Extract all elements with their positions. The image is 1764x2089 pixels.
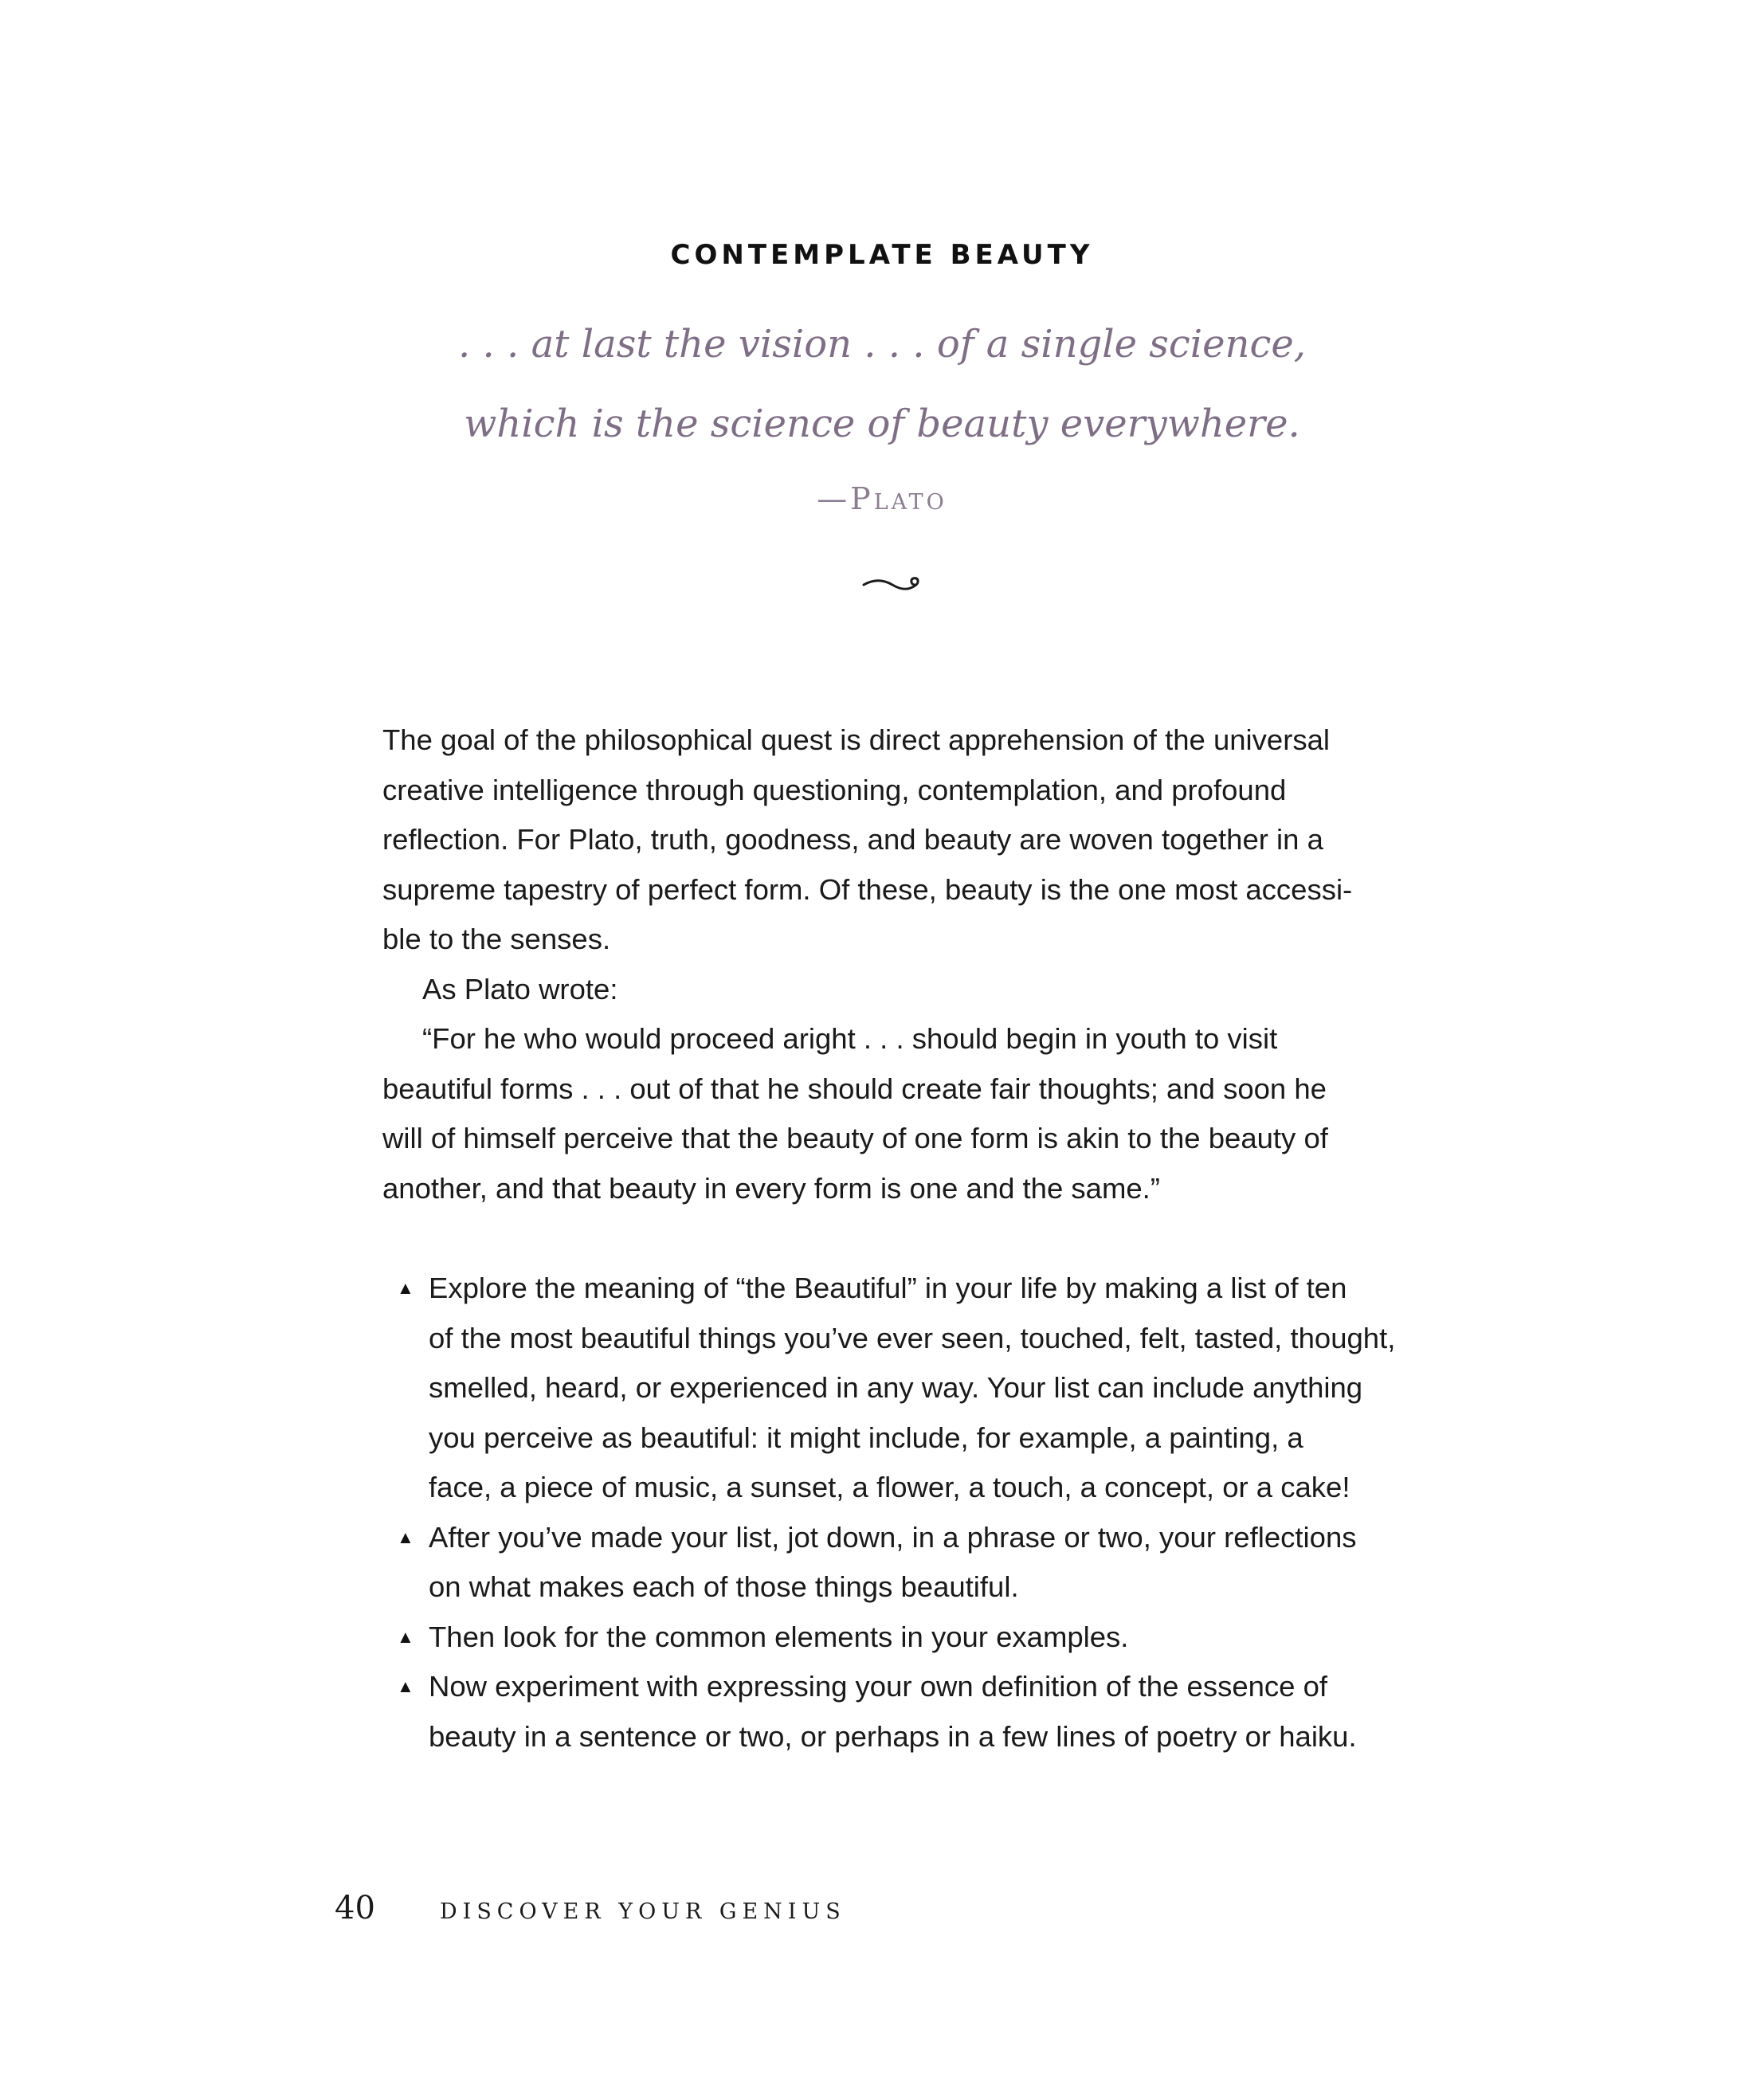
text-line: The goal of the philosophical quest is direct apprehension of the universal xyxy=(382,723,1331,756)
text-line: of the most beautiful things you’ve ever seen, touched, felt, tasted, thought, xyxy=(429,1321,1396,1354)
text-line: on what makes each of those things beautiful. xyxy=(429,1570,1019,1603)
epigraph-quote xyxy=(0,304,1764,464)
triangle-bullet-icon: ▲ xyxy=(397,1626,414,1647)
triangle-bullet-icon: ▲ xyxy=(397,1278,414,1298)
epigraph-line: . . . at last the vision . . . of a single science, xyxy=(458,322,1306,366)
text-line: After you’ve made your list, jot down, in a phrase or two, your reflections xyxy=(429,1520,1357,1554)
body-text xyxy=(382,715,1386,1213)
triangle-bullet-icon: ▲ xyxy=(397,1527,414,1547)
exercise-list xyxy=(382,1264,1402,1762)
text-line: face, a piece of music, a sunset, a flower, a touch, a concept, or a cake! xyxy=(429,1471,1350,1503)
text-line: reflection. For Plato, truth, goodness, and beauty are woven together in a xyxy=(382,823,1323,856)
text-line: you perceive as beautiful: it might include, for example, a painting, a xyxy=(429,1421,1303,1454)
paragraph xyxy=(382,715,1386,965)
text-line: Then look for the common elements in your examples. xyxy=(429,1620,1129,1653)
epigraph-attribution: —Plato xyxy=(817,481,947,516)
quoted-paragraph xyxy=(382,1014,1386,1213)
list-item xyxy=(382,1613,1402,1663)
triangle-bullet-icon: ▲ xyxy=(397,1676,414,1696)
swash-ornament-icon xyxy=(860,567,924,599)
text-line: As Plato wrote: xyxy=(422,972,618,1005)
page-footer xyxy=(335,1890,846,1938)
text-line: beautiful forms . . . out of that he should create fair thoughts; and soon he xyxy=(382,1072,1327,1105)
paragraph xyxy=(382,965,1386,1015)
list-item xyxy=(382,1513,1402,1613)
page-number: 40 xyxy=(335,1890,375,1926)
text-line: Now experiment with expressing your own definition of the essence of xyxy=(429,1670,1328,1703)
text-line: supreme tapestry of perfect form. Of these, beauty is the one most accessi- xyxy=(382,872,1353,906)
text-line: smelled, heard, or experienced in any way. Your list can include anything xyxy=(429,1371,1363,1404)
text-line: ble to the senses. xyxy=(382,923,611,955)
text-line: will of himself perceive that the beauty of one form is akin to the beauty of xyxy=(382,1122,1328,1154)
text-line: creative intelligence through questioning, contemplation, and profound xyxy=(382,773,1287,806)
text-line: another, and that beauty in every form is one and the same.” xyxy=(382,1171,1160,1205)
list-item xyxy=(382,1662,1402,1762)
text-line: beauty in a sentence or two, or perhaps in a few lines of poetry or haiku. xyxy=(429,1719,1357,1753)
epigraph-line: which is the science of beauty everywhere. xyxy=(464,402,1300,446)
text-line: Explore the meaning of “the Beautiful” in your life by making a list of ten xyxy=(429,1272,1347,1304)
text-line: “For he who would proceed aright . . . should begin in youth to visit xyxy=(422,1022,1278,1055)
section-heading: CONTEMPLATE BEAUTY xyxy=(670,239,1094,271)
running-title: DISCOVER YOUR GENIUS xyxy=(440,1899,846,1924)
list-item xyxy=(382,1264,1402,1513)
